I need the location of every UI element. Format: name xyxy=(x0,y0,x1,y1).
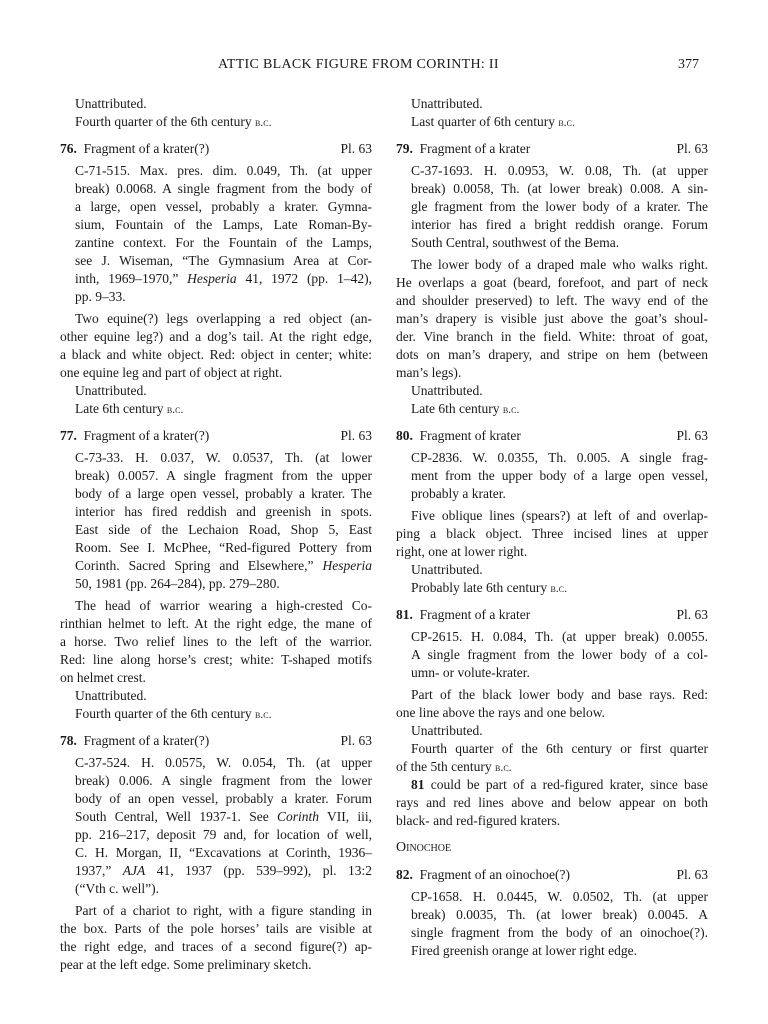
entry-number: 79. xyxy=(396,141,413,156)
catalog-entry-78 xyxy=(60,732,372,974)
date: Fourth quarter of the 6th century or first quarter xyxy=(411,741,708,756)
attribution: Unattributed. xyxy=(411,96,483,111)
entry-description-line: Fired greenish orange at lower right edge. xyxy=(411,943,638,958)
entry-title: Fragment of a krater xyxy=(419,141,531,156)
entry-description-line: zantine context. For the Fountain of the Lamps, xyxy=(75,235,372,250)
entry-description-line: Corinth. Sacred Spring and Elsewhere,” Hesperia xyxy=(75,558,372,573)
catalog-entry-77 xyxy=(60,427,372,723)
entry-heading xyxy=(396,427,708,445)
entry-body-line: Part of the black lower body and base rays. Red: xyxy=(411,687,708,702)
entry-description-line: single fragment from the body of an oinochoe(?). xyxy=(411,925,708,940)
running-title: ATTIC BLACK FIGURE FROM CORINTH: II xyxy=(218,57,499,72)
entry-number: 77. xyxy=(60,428,77,443)
plate-ref: Pl. 63 xyxy=(676,867,708,882)
entry-description-line: A single fragment from the lower body of a col- xyxy=(411,647,708,662)
entry-description-line: see J. Wiseman, “The Gymnasium Area at Cor- xyxy=(75,253,372,268)
entry-description-line: Room. See I. McPhee, “Red-figured Pottery from xyxy=(75,540,372,555)
entry-heading xyxy=(60,140,372,158)
entry-heading xyxy=(60,427,372,445)
entry-heading xyxy=(60,732,372,750)
entry-title: Fragment of a krater xyxy=(419,607,531,622)
plate-ref: Pl. 63 xyxy=(340,428,372,443)
entry-body-line: Part of a chariot to right, with a figure standing in xyxy=(75,903,372,918)
entry-description-line: C-71-515. Max. pres. dim. 0.049, Th. (at upper xyxy=(75,163,372,178)
entry-note-line: 81 could be part of a red-figured krater, since base xyxy=(411,777,708,792)
entry-body-line: a black and white object. Red: object in center; white: xyxy=(60,347,372,362)
entry-description-line: South Central, Well 1937-1. See Corinth VII, iii, xyxy=(75,809,372,824)
entry-note-line: black- and red-figured kraters. xyxy=(396,813,561,828)
entry-heading xyxy=(396,606,708,624)
entry-body-line: The lower body of a draped male who walks right. xyxy=(411,257,708,272)
entry-description-line: gle fragment from the lower body of a krater. The xyxy=(411,199,708,214)
attribution: Unattributed. xyxy=(411,562,483,577)
entry-description-line: a large, open vessel, probably a krater. Gymna- xyxy=(75,199,372,214)
page-number: 377 xyxy=(678,57,699,72)
entry-number: 81. xyxy=(396,607,413,622)
entry-body-line: on helmet crest. xyxy=(60,670,146,685)
plate-ref: Pl. 63 xyxy=(676,428,708,443)
entry-body-line: right, one at lower right. xyxy=(396,544,528,559)
entry-description-line: C-37-1693. H. 0.0953, W. 0.08, Th. (at upper xyxy=(411,163,708,178)
entry-description-line: East side of the Lechaion Road, Shop 5, East xyxy=(75,522,372,537)
entry-description-line: interior has fired a bright reddish orange. Forum xyxy=(411,217,708,232)
catalog-entry-81 xyxy=(396,606,708,830)
entry-description-line: (“Vth c. well”). xyxy=(75,881,159,896)
entry-description-line: body of a large open vessel, probably a krater. The xyxy=(75,486,372,501)
entry-description-line: inth, 1969–1970,” Hesperia 41, 1972 (pp. 1–42), xyxy=(75,271,372,286)
plate-ref: Pl. 63 xyxy=(340,733,372,748)
entry-number: 82. xyxy=(396,867,413,882)
journal-title: Hesperia xyxy=(322,558,372,573)
attribution: Unattributed. xyxy=(75,688,147,703)
entry-number: 76. xyxy=(60,141,77,156)
entry-description-line: break) 0.0057. A single fragment from the upper xyxy=(75,468,372,483)
entry-description-line: probably a krater. xyxy=(411,486,506,501)
right-column xyxy=(396,95,708,960)
entry-body-line: The head of warrior wearing a high-crested Co- xyxy=(75,598,372,613)
entry-description-line: umn- or volute-krater. xyxy=(411,665,530,680)
running-header xyxy=(0,56,768,76)
date: Last quarter of 6th century b.c. xyxy=(411,114,575,129)
entry-cross-reference: 81 xyxy=(411,777,425,792)
entry-description-line: interior has fired reddish and greenish in spots. xyxy=(75,504,372,519)
date: Fourth quarter of the 6th century b.c. xyxy=(75,706,272,721)
entry-description-line: body of an open vessel, probably a krater. Forum xyxy=(75,791,372,806)
date: Late 6th century b.c. xyxy=(75,401,184,416)
attribution: Unattributed. xyxy=(411,383,483,398)
entry-body-line: one line above the rays and one below. xyxy=(396,705,606,720)
plate-ref: Pl. 63 xyxy=(676,607,708,622)
entry-title: Fragment of a krater(?) xyxy=(83,428,210,443)
entry-body-line: der. Vine branch in the field. White: throat of goat, xyxy=(396,329,708,344)
entry-description-line: C-73-33. H. 0.037, W. 0.0537, Th. (at lower xyxy=(75,450,372,465)
entry-description-line: C. H. Morgan, II, “Excavations at Corinth, 1936– xyxy=(75,845,372,860)
entry-note-line: rays and red lines above and below appear on both xyxy=(396,795,708,810)
entry-heading xyxy=(396,140,708,158)
entry-description-line: break) 0.0068. A single fragment from the body of xyxy=(75,181,372,196)
date: Probably late 6th century b.c. xyxy=(411,580,568,595)
entry-title: Fragment of a krater(?) xyxy=(83,141,210,156)
attribution: Unattributed. xyxy=(75,383,147,398)
entry-description-line: CP-2615. H. 0.084, Th. (at upper break) 0.0055. xyxy=(411,629,708,644)
entry-body-line: rinthian helmet to left. At the right edge, the mane of xyxy=(60,616,372,631)
entry-body-line: one equine leg and part of object at right. xyxy=(60,365,283,380)
entry-number: 78. xyxy=(60,733,77,748)
catalog-entry-80 xyxy=(396,427,708,597)
entry-description-line: CP-1658. H. 0.0445, W. 0.0502, Th. (at upper xyxy=(411,889,708,904)
section-heading: Oinochoe xyxy=(396,840,452,855)
entry-body-line: man’s drapery is visible just above the goat’s shoul- xyxy=(396,311,708,326)
series-title: Corinth xyxy=(276,809,319,824)
entry-description-line: CP-2836. W. 0.0355, Th. 0.005. A single frag- xyxy=(411,450,708,465)
entry-body-line: man’s legs). xyxy=(396,365,462,380)
journal-title: Hesperia xyxy=(187,271,237,286)
catalog-entry-79 xyxy=(396,140,708,418)
catalog-entry-82 xyxy=(396,866,708,960)
entry-title: Fragment of an oinochoe(?) xyxy=(419,867,570,882)
entry-body-line: and shoulder preserved) to left. The wavy end of the xyxy=(396,293,708,308)
entry-body-line: Five oblique lines (spears?) at left of and overlap- xyxy=(411,508,708,523)
entry-description-line: ment from the upper body of a large open vessel, xyxy=(411,468,708,483)
entry-body-line: the right edge, and traces of a second figure(?) ap- xyxy=(60,939,372,954)
entry-body-line: Two equine(?) legs overlapping a red object (an- xyxy=(75,311,372,326)
entry-heading xyxy=(396,866,708,884)
entry-description-line: pp. 9–33. xyxy=(75,289,126,304)
entry-body-line: Red: line along horse’s crest; white: T-shaped motifs xyxy=(60,652,372,667)
entry-description-line: sium, Fountain of the Lamps, Late Roman-By- xyxy=(75,217,372,232)
plate-ref: Pl. 63 xyxy=(340,141,372,156)
entry-body-line: the box. Parts of the pole horses’ tails are visible at xyxy=(60,921,372,936)
entry-body-line: pear at the left edge. Some preliminary sketch. xyxy=(60,957,312,972)
journal-title: AJA xyxy=(122,863,146,878)
entry-body-line: a horse. Two relief lines to the left of the warrior. xyxy=(60,634,372,649)
attribution: Unattributed. xyxy=(75,96,147,111)
entry-body-line: dots on man’s drapery, and stripe on hem (between xyxy=(396,347,708,362)
entry-title: Fragment of a krater(?) xyxy=(83,733,210,748)
left-column xyxy=(60,95,372,974)
entry-description-line: break) 0.006. A single fragment from the lower xyxy=(75,773,372,788)
entry-title: Fragment of krater xyxy=(419,428,521,443)
entry-number: 80. xyxy=(396,428,413,443)
entry-description-line: break) 0.0058, Th. (at lower break) 0.008. A sin- xyxy=(411,181,708,196)
date: of the 5th century b.c. xyxy=(396,759,512,774)
entry-description-line: 50, 1981 (pp. 264–284), pp. 279–280. xyxy=(75,576,280,591)
date: Late 6th century b.c. xyxy=(411,401,520,416)
catalog-entry-76 xyxy=(60,140,372,418)
entry-description-line: break) 0.0035, Th. (at lower break) 0.0045. A xyxy=(411,907,708,922)
plate-ref: Pl. 63 xyxy=(676,141,708,156)
entry-body-line: ping a black object. Three incised lines at upper xyxy=(396,526,708,541)
entry-description-line: 1937,” AJA 41, 1937 (pp. 539–992), pl. 13:2 xyxy=(75,863,373,878)
entry-description-line: South Central, southwest of the Bema. xyxy=(411,235,620,250)
entry-body-line: other equine leg?) and a dog’s tail. At the right edge, xyxy=(60,329,372,344)
attribution: Unattributed. xyxy=(411,723,483,738)
entry-description-line: pp. 216–217, deposit 79 and, for location of well, xyxy=(75,827,372,842)
entry-body-line: He overlaps a goat (beard, forefoot, and part of neck xyxy=(396,275,708,290)
date: Fourth quarter of the 6th century b.c. xyxy=(75,114,272,129)
entry-description-line: C-37-524. H. 0.0575, W. 0.054, Th. (at upper xyxy=(75,755,372,770)
